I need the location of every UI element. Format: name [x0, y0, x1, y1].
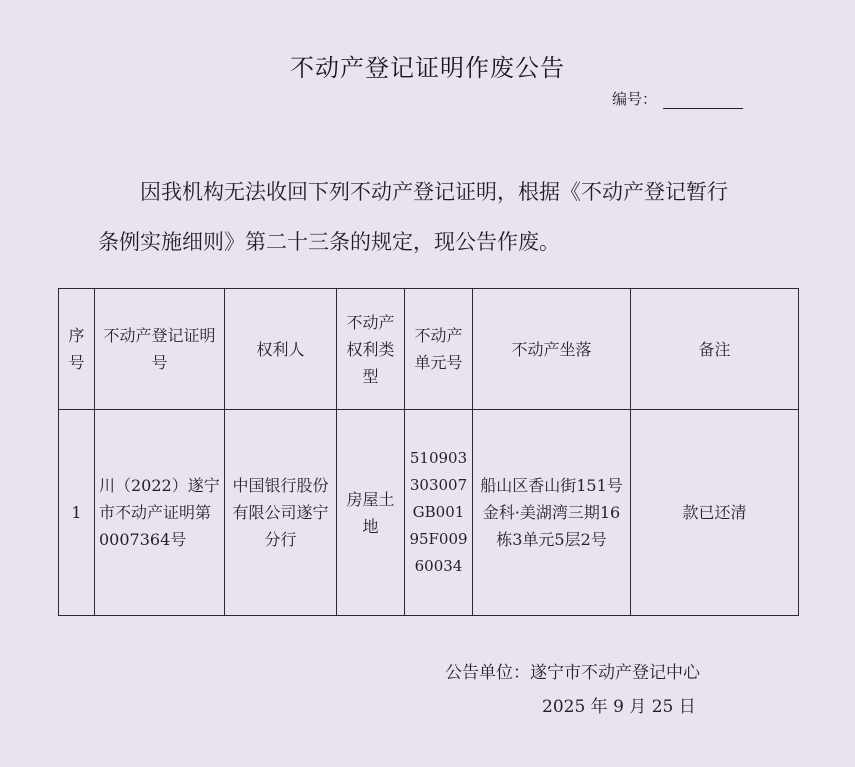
document-number-label: 编号：: [612, 90, 658, 108]
cell-seq: 1: [59, 410, 95, 616]
cell-right-type: 房屋土地: [337, 410, 405, 616]
header-cert-no: 不动产登记证明号: [95, 289, 225, 410]
table-header-row: [59, 289, 799, 410]
header-unit-no: 不动产单元号: [405, 289, 473, 410]
document-number-blank: [663, 92, 743, 109]
issue-date: 2025 年 9 月 25 日: [542, 697, 696, 717]
cell-holder: 中国银行股份有限公司遂宁分行: [225, 410, 337, 616]
cell-cert-no: 川（2022）遂宁市不动产证明第0007364号: [95, 410, 225, 616]
certificate-table: [58, 288, 799, 616]
document-number: [612, 88, 743, 109]
header-remark: 备注: [631, 289, 799, 410]
header-right-type: 不动产权利类型: [337, 289, 405, 410]
cell-unit-no: 510903303007GB00195F00960034: [405, 410, 473, 616]
notice-title: 不动产登记证明作废公告: [290, 54, 565, 82]
body-text-line-1: 因我机构无法收回下列不动产登记证明，根据《不动产登记暂行: [140, 180, 728, 204]
cell-remark: 款已还清: [631, 410, 799, 616]
table-row: [59, 410, 799, 616]
header-seq: 序号: [59, 289, 95, 410]
cell-location: 船山区香山街151号金科·美湖湾三期16栋3单元5层2号: [473, 410, 631, 616]
body-text-line-2: 条例实施细则》第二十三条的规定，现公告作废。: [98, 230, 560, 254]
header-holder: 权利人: [225, 289, 337, 410]
header-location: 不动产坐落: [473, 289, 631, 410]
issuer-line: 公告单位：遂宁市不动产登记中心: [445, 663, 700, 683]
